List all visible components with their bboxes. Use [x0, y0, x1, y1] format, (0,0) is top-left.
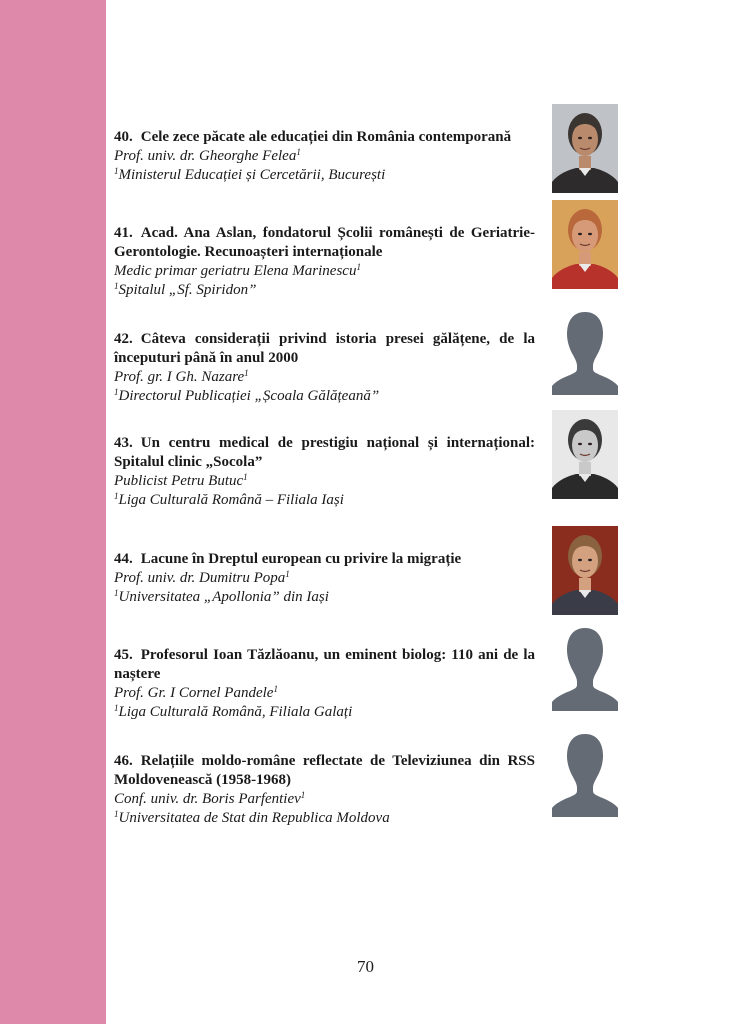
affiliation-text: Universitatea „Apollonia” din Iași: [118, 589, 329, 605]
author-name: Medic primar geriatru Elena Marinescu: [114, 263, 357, 279]
portrait-photo: [552, 526, 618, 615]
entry-affiliation: [114, 281, 535, 300]
affiliation-footnote-mark: 1: [114, 387, 119, 397]
portrait-photo: [552, 104, 618, 193]
affiliation-footnote-mark: 1: [114, 588, 119, 598]
author-footnote-mark: 1: [296, 147, 301, 157]
entry-affiliation: [114, 809, 535, 828]
affiliation-text: Universitatea de Stat din Republica Moldova: [118, 810, 390, 826]
entry-number: 42.: [114, 331, 133, 347]
entry-title-text: Relațiile moldo-române reflectate de Televiziunea din RSS Moldovenească (1958-1968): [114, 753, 535, 788]
entry-author: [114, 147, 535, 166]
author-footnote-mark: 1: [244, 368, 249, 378]
entry-author: [114, 262, 535, 281]
entry-affiliation: [114, 491, 535, 510]
author-name: Publicist Petru Butuc: [114, 473, 244, 489]
affiliation-footnote-mark: 1: [114, 491, 119, 501]
entry-affiliation: [114, 588, 535, 607]
entry-title-text: Profesorul Ioan Tăzlăoanu, un eminent biolog: 110 ani de la naștere: [114, 647, 535, 682]
affiliation-text: Liga Culturală Română – Filiala Iași: [118, 492, 344, 508]
entry-number: 41.: [114, 225, 133, 241]
affiliation-footnote-mark: 1: [114, 281, 119, 291]
affiliation-text: Directorul Publicației „Școala Gălățeană”: [118, 388, 380, 404]
author-footnote-mark: 1: [243, 472, 248, 482]
author-name: Prof. univ. dr. Dumitru Popa: [114, 570, 286, 586]
entry-author: [114, 569, 535, 588]
page-number: 70: [357, 957, 374, 976]
silhouette-placeholder: [552, 728, 618, 817]
entry-title: [114, 434, 535, 472]
entry-affiliation: [114, 166, 535, 185]
portrait-image: [552, 104, 618, 193]
author-name: Prof. univ. dr. Gheorghe Felea: [114, 148, 297, 164]
entry-affiliation: [114, 703, 535, 722]
entry-text: [114, 224, 535, 300]
entry-title: [114, 550, 535, 569]
entry-author: [114, 684, 535, 703]
entry-number: 46.: [114, 753, 133, 769]
side-band: [0, 0, 106, 1024]
entry-title-text: Un centru medical de prestigiu național și internațional: Spitalul clinic „Socola”: [114, 435, 535, 470]
entry-title: [114, 330, 535, 368]
affiliation-footnote-mark: 1: [114, 166, 119, 176]
affiliation-text: Ministerul Educației și Cercetării, București: [118, 167, 386, 183]
silhouette-icon: [552, 306, 618, 395]
author-name: Prof. gr. I Gh. Nazare: [114, 369, 245, 385]
entry-text: [114, 434, 535, 510]
entry-title: [114, 752, 535, 790]
portrait-photo: [552, 200, 618, 289]
affiliation-text: Spitalul „Sf. Spiridon”: [118, 282, 257, 298]
affiliation-text: Liga Culturală Română, Filiala Galați: [118, 704, 353, 720]
entry-title: [114, 224, 535, 262]
author-footnote-mark: 1: [273, 684, 278, 694]
entry-affiliation: [114, 387, 535, 406]
entry-title-text: Acad. Ana Aslan, fondatorul Școlii românești de Geriatrie-Gerontologie. Recunoașteri internaționale: [114, 225, 535, 260]
entry-text: [114, 646, 535, 722]
silhouette-placeholder: [552, 306, 618, 395]
entry-title-text: Lacune în Dreptul european cu privire la migrație: [140, 551, 462, 567]
entry-number: 44.: [114, 551, 133, 567]
silhouette-icon: [552, 728, 618, 817]
silhouette-icon: [552, 622, 618, 711]
entry-number: 45.: [114, 647, 133, 663]
author-footnote-mark: 1: [300, 790, 306, 800]
entry-text: [114, 330, 535, 406]
author-name: Conf. univ. dr. Boris Parfentiev: [114, 791, 301, 807]
portrait-image: [552, 410, 618, 499]
author-name: Prof. Gr. I Cornel Pandele: [114, 685, 274, 701]
entry-title: [114, 128, 535, 147]
portrait-image: [552, 526, 618, 615]
entry-number: 40.: [114, 129, 133, 145]
entry-title-text: Câteva considerații privind istoria presei gălățene, de la începuturi până în anul 2000: [114, 331, 535, 366]
entry-number: 43.: [114, 435, 133, 451]
portrait-image: [552, 200, 618, 289]
entry-title: [114, 646, 535, 684]
entry-title-text: Cele zece păcate ale educației din România contemporană: [140, 129, 512, 145]
entry-text: [114, 752, 535, 828]
affiliation-footnote-mark: 1: [114, 809, 119, 819]
entry-text: [114, 128, 535, 185]
author-footnote-mark: 1: [285, 569, 290, 579]
portrait-photo: [552, 410, 618, 499]
entry-author: [114, 472, 535, 491]
affiliation-footnote-mark: 1: [114, 703, 119, 713]
author-footnote-mark: 1: [356, 262, 361, 272]
entry-author: [114, 790, 535, 809]
entry-text: [114, 550, 535, 607]
entry-author: [114, 368, 535, 387]
silhouette-placeholder: [552, 622, 618, 711]
